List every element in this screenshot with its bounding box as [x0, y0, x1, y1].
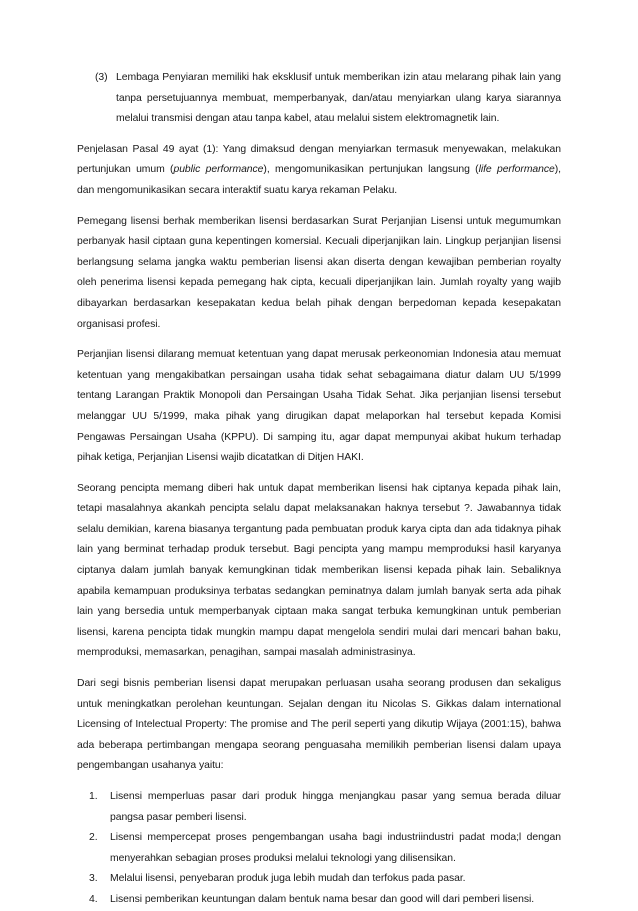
list-item-text: Melalui lisensi, penyebaran produk juga lebih mudah dan terfokus pada pasar. — [110, 873, 466, 885]
license-agreement-paragraph: Perjanjian lisensi dilarang memuat ketentuan yang dapat merusak perkeonomian Indonesia atau memuat ketentuan yang mengakibatkan persaingan usaha tidak sehat sebagaimana diatur dalam UU 5/1999 tentang Larangan Praktik Monopoli dan Persaingan Usaha Tidak Sehat. Jika perjanjian lisensi tersebut melanggar UU 5/1999, maka pihak yang dirugikan dapat melaporkan hal tersebut kepada Komisi Pengawas Persaingan Usaha (KPPU). Di samping itu, agar dapat mempunyai akibat hukum terhadap pihak ketiga, Perjanjian Lisensi wajib dicatatkan di Ditjen HAKI. — [77, 349, 561, 464]
clause-number: (3) — [95, 72, 108, 83]
list-item — [89, 869, 561, 890]
penjelasan-italic-1: public performance — [173, 164, 264, 176]
list-item-number: 2. — [89, 832, 98, 844]
penjelasan-paragraph — [77, 140, 561, 202]
list-item-text: Lisensi mempercepat proses pengembangan usaha bagi industriindustri padat moda;l dengan menyerahkan sebagian proses produksi melalui teknologi yang dilisensikan. — [110, 832, 561, 864]
considerations-list — [77, 787, 561, 911]
penjelasan-text-3: ), dan mengomunikasikan secara interaktif suatu karya rekaman Pelaku. — [77, 164, 562, 196]
list-item-number: 1. — [89, 791, 98, 802]
list-item-number: 3. — [89, 873, 98, 885]
penjelasan-italic-2: life performance — [478, 164, 555, 176]
list-item-text: Lisensi memperluas pasar dari produk hingga menjangkau pasar yang semua berada diluar pangsa pasar pemberi lisensi. — [110, 791, 561, 823]
creator-rights-paragraph: Seorang pencipta memang diberi hak untuk dapat memberikan lisensi hak ciptanya kepada pihak lain, tetapi masalahnya akankah pencipta selalu dapat melaksanakan haknya tersebut ?. Jawabannya tidak selalu demikian, karena biasanya tergantung pada pembuatan produk karya cipta dan ada tidaknya pihak lain yang berminat terhadap produk tersebut. Bagi pencipta yang mampu memproduksi hasil karyanya ciptanya dalam jumlah banyak kemungkinan tidak memberikan lisensi kepada pihak lain. Sebaliknya apabila kemampuan produksinya terbatas sedangkan peminatnya dalam jumlah banyak serta ada pihak lain yang bersedia untuk memperbanyak ciptaan maka sangat terbuka kemungkinan untuk pemberian lisensi, karena pencipta tidak mungkin mampu dapat mengelola sendiri mulai dari mencari bahan baku, memproduksi, memasarkan, penagihan, sampai masalah administrasinya. — [77, 482, 561, 659]
list-item-number: 4. — [89, 893, 98, 905]
penjelasan-text-1: Penjelasan Pasal 49 ayat (1): Yang dimaksud dengan menyiarkan termasuk menyewakan, melakukan pertunjukan umum ( — [77, 143, 561, 176]
business-perspective-paragraph: Dari segi bisnis pemberian lisensi dapat merupakan perluasan usaha seorang produsen dan sekaligus untuk meningkatkan perolehan keuntungan. Sejalan dengan itu Nicolas S. Gikkas dalam international Licensing of Intelectual Property: The promise and The peril seperti yang dikutip Wijaya (2001:15), bahwa ada beberapa pertimbangan mengapa seorang penguasaha memilikih pemberian lisensi dalam upaya pengembangan usahanya yaitu: — [77, 678, 561, 772]
list-item — [89, 787, 561, 828]
license-holder-paragraph: Pemegang lisensi berhak memberikan lisensi berdasarkan Surat Perjanjian Lisensi untuk megumumkan perbanyak hasil ciptaan guna kepentingen komersial. Kecuali diperjanjikan lain. Lingkup perjanjian lisensi berlangsung selama jangka waktu pemberian lisensi akan diserta dengan kewajiban pemberian royalty oleh penerima lisensi kepada pemegang hak cipta, kecuali diperjanjikan lain. Jumlah royalty yang wajib dibayarkan berdasarkan kesepakatan kedua belah pihak dengan berpedoman kepada kesepakatan organisasi profesi. — [77, 215, 561, 330]
list-item-text: Lisensi pemberikan keuntungan dalam bentuk nama besar dan good will dari pemberi lisensi. — [110, 893, 535, 905]
penjelasan-text-2: ), mengomunikasikan pertunjukan langsung ( — [263, 164, 479, 176]
document-page — [77, 68, 561, 911]
numbered-clause-3 — [95, 68, 561, 130]
list-item — [89, 828, 561, 869]
clause-text: Lembaga Penyiaran memiliki hak eksklusif untuk memberikan izin atau melarang pihak lain yang tanpa persetujuannya membuat, memperbanyak, dan/atau menyiarkan ulang karya siarannya melalui transmisi dengan atau tanpa kabel, atau melalui sistem elektromagnetik lain. — [116, 72, 561, 125]
list-item — [89, 890, 561, 911]
